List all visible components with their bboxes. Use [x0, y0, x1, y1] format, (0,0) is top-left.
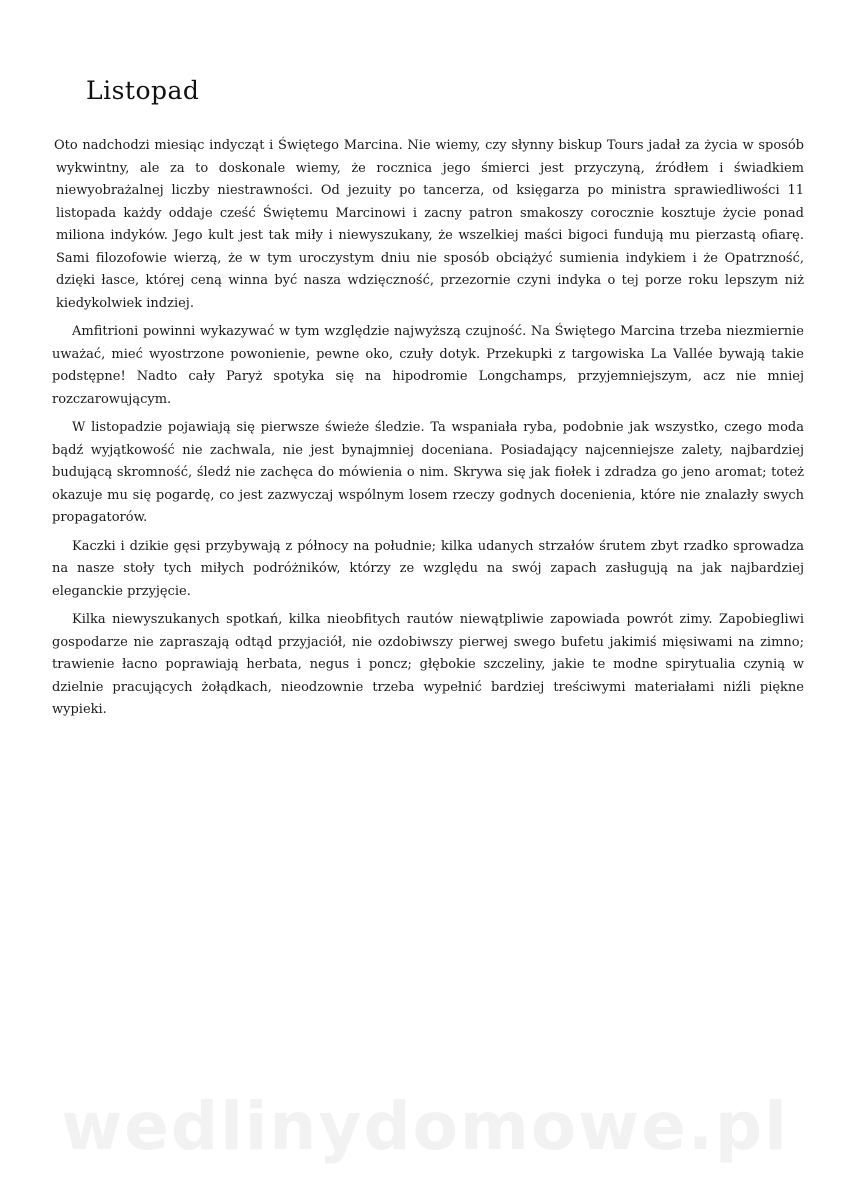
paragraph-3: W listopadzie pojawiają się pierwsze świeże śledzie. Ta wspaniała ryba, podobnie jak wszystko, czego moda bądź wyjątkowość nie zachwala, nie jest bynajmniej doceniana. Posiadający najcenniejsze zalety, najbardziej budującą skromność, śledź nie zachęca do mówienia o nim. Skrywa się jak fiołek i zdradza go jeno aromat; toteż okazuje mu się pogardę, co jest zazwyczaj wspólnym losem rzeczy godnych docenienia, które nie znalazły swych propagatorów. — [52, 420, 804, 525]
paragraph-1: Oto nadchodzi miesiąc indycząt i Świętego Marcina. Nie wiemy, czy słynny biskup Tours jadał za życia w sposób wykwintny, ale za to doskonale wiemy, że rocznica jego śmierci jest przyczyną, źródłem i świadkiem niewyobrażalnej liczby niestrawności. Od jezuity po tancerza, od księgarza po ministra sprawiedliwości 11 listopada każdy oddaje cześć Świętemu Marcinowi i zacny patron smakoszy corocznie kosztuje życie ponad miliona indyków. Jego kult jest tak miły i niewyszukany, że wszelkiej maści bigoci fundują mu pierzastą ofiarę. Sami filozofowie wierzą, że w tym uroczystym dniu nie sposób obciążyć sumienia indykiem i że Opatrzność, dzięki łasce, której ceną winna być nasza wdzięczność, przezornie czyni indyka o tej porze roku lepszym niż kiedykolwiek indziej. — [54, 138, 804, 311]
document-body — [52, 135, 804, 728]
paragraph-5: Kilka niewyszukanych spotkań, kilka nieobfitych rautów niewątpliwie zapowiada powrót zimy. Zapobiegliwi gospodarze nie zapraszają odtąd przyjaciół, nie ozdobiwszy pierwej swego bufetu jakimiś mięsiwami na zimno; trawienie łacno poprawiają herbata, negus i poncz; głębokie szczeliny, jakie te modne spirytualia czynią w dzielnie pracujących żołądkach, nieodzownie trzeba wypełnić bardziej treściwymi materiałami niźli piękne wypieki. — [52, 612, 804, 717]
paragraph-4: Kaczki i dzikie gęsi przybywają z północy na południe; kilka udanych strzałów śrutem zbyt rzadko sprowadza na nasze stoły tych miłych podróżników, którzy ze względu na swój zapach zasługują na jak najbardziej eleganckie przyjęcie. — [52, 538, 804, 599]
page-title: Listopad — [86, 76, 200, 105]
paragraph-2: Amfitrioni powinni wykazywać w tym względzie najwyższą czujność. Na Świętego Marcina trzeba niezmiernie uważać, mieć wyostrzone powonienie, pewne oko, czuły dotyk. Przekupki z targowiska La Vallée bywają takie podstępne! Nadto cały Paryż spotyka się na hipodromie Longchamps, przyjemniejszym, acz nie mniej rozczarowującym. — [52, 324, 804, 407]
watermark: wedlinydomowe.pl — [61, 1088, 789, 1165]
